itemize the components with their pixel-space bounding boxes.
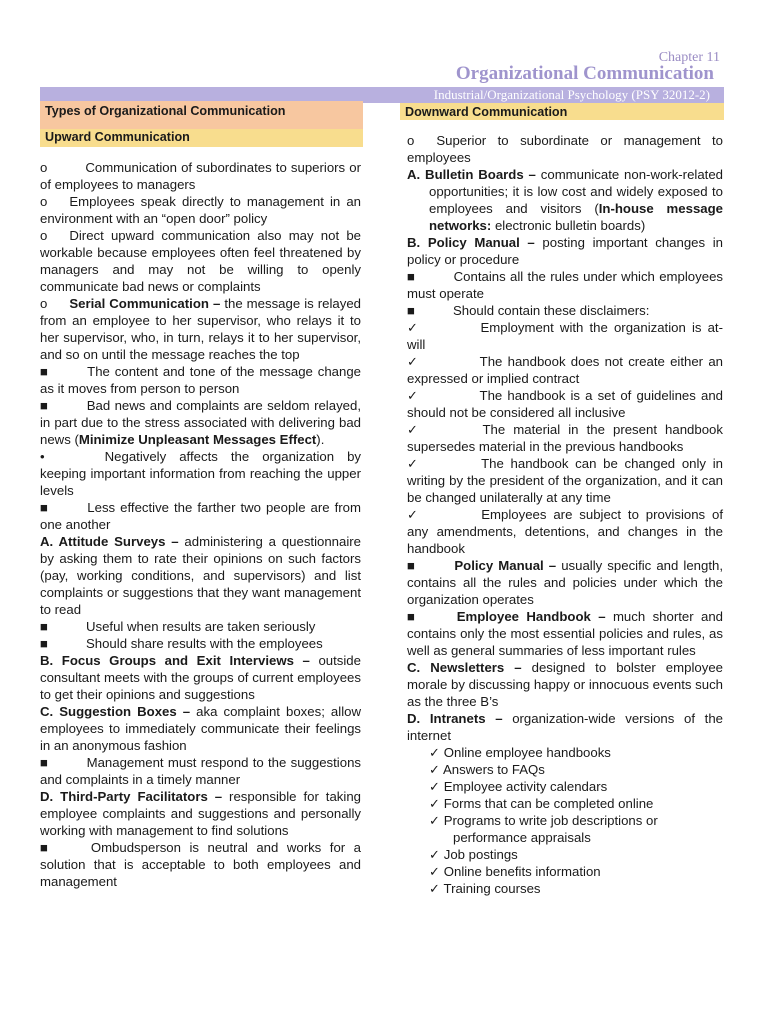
intranet-item: ✓ Online employee handbooks [429, 745, 611, 760]
intranet-item: ✓ Answers to FAQs [429, 762, 545, 777]
section-focus-groups: B. Focus Groups and Exit Interviews – outside consultant meets with the groups of current employees to get their opinions and suggestions [40, 653, 361, 702]
paragraph: ■ Employee Handbook – much shorter and contains only the most essential policies and rules, as well as general summaries of less important rules [407, 609, 723, 658]
intranet-list [407, 744, 723, 897]
section-third-party: D. Third-Party Facilitators – responsible for taking employee complaints and suggestions and personally working with management to find solutions [40, 789, 361, 838]
section-suggestion-boxes: C. Suggestion Boxes – aka complaint boxes; allow employees to immediately communicate their feelings in an anonymous fashion [40, 704, 361, 753]
paragraph: ■ Should share results with the employees [40, 636, 323, 651]
paragraph: ■ The content and tone of the message change as it moves from person to person [40, 364, 361, 396]
disclaimer-item: ✓ The handbook can be changed only in writing by the president of the organization, and it can be changed unilaterally at any time [407, 456, 723, 505]
paragraph: ■ Policy Manual – usually specific and length, contains all the rules and policies under which the organization operates [407, 558, 723, 607]
chapter-label: Chapter 11 [658, 50, 720, 65]
downward-heading: Downward Communication [400, 103, 724, 120]
paragraph: o Communication of subordinates to superiors or of employees to managers [40, 160, 361, 192]
right-column [407, 132, 723, 897]
disclaimer-item: ✓ The handbook does not create either an expressed or implied contract [407, 354, 723, 386]
paragraph: ■ Ombudsperson is neutral and works for a solution that is acceptable to both employees and management [40, 840, 362, 889]
section-attitude-surveys: A. Attitude Surveys – administering a questionnaire by asking them to rate their opinions on such factors (pay, working conditions, and supervisors) and list complaints or suggestions that they want management to read [40, 534, 361, 617]
paragraph: ■ Management must respond to the suggestions and complaints in a timely manner [40, 755, 361, 787]
course-label: Industrial/Organizational Psychology (PSY 32012-2) [433, 87, 710, 102]
intranet-item-continued: performance appraisals [453, 830, 591, 845]
paragraph: o Employees speak directly to management in an environment with an “open door” policy [40, 194, 361, 226]
section-bulletin-boards: A. Bulletin Boards – communicate non-work-related opportunities; it is low cost and widely exposed to employees and visitors (In-house message networks: electronic bulletin boards) [407, 167, 724, 233]
intranet-item: ✓ Online benefits information [429, 864, 601, 879]
paragraph: ■ Less effective the farther two people are from one another [40, 500, 361, 532]
intranet-item: ✓ Employee activity calendars [429, 779, 608, 794]
paragraph: o Superior to subordinate or management to employees [407, 133, 723, 165]
section-intranets: D. Intranets – organization-wide versions of the internet [407, 711, 723, 743]
paragraph: o Direct upward communication also may not be workable because employees often feel threatened by managers and may not be willing to openly communicate bad news or complaints [40, 228, 361, 294]
disclaimer-item: ✓ The material in the present handbook supersedes material in the previous handbooks [407, 422, 723, 454]
disclaimer-item: ✓ Employees are subject to provisions of any amendments, detentions, and changes in the handbook [407, 507, 723, 556]
types-heading: Types of Organizational Communication [40, 101, 363, 130]
document-title: Organizational Communication [455, 63, 714, 84]
paragraph: o Serial Communication – the message is relayed from an employee to her supervisor, who relays it to her supervisor, who, in turn, relays it to her supervisor, and so on until the message reaches the top [40, 296, 361, 362]
intranet-item: ✓ Training courses [429, 881, 541, 896]
intranet-item: ✓ Programs to write job descriptions or performance appraisals [429, 812, 723, 846]
upward-heading: Upward Communication [40, 129, 363, 147]
paragraph: • Negatively affects the organization by keeping important information from reaching the upper levels [40, 449, 361, 498]
paragraph: ■ Useful when results are taken seriously [40, 619, 316, 634]
section-newsletters: C. Newsletters – designed to bolster employee morale by discussing happy or innocuous events such as the three B’s [407, 660, 723, 709]
paragraph: ■ Contains all the rules under which employees must operate [407, 269, 723, 301]
intranet-item: ✓ Forms that can be completed online [429, 796, 654, 811]
section-policy-manual: B. Policy Manual – posting important changes in policy or procedure [407, 235, 723, 267]
paragraph: ■ Bad news and complaints are seldom relayed, in part due to the stress associated with delivering bad news (Minimize Unpleasant Messages Effect). [40, 398, 361, 447]
left-column [40, 159, 361, 890]
intranet-item: ✓ Job postings [429, 847, 518, 862]
disclaimer-item: ✓ The handbook is a set of guidelines and should not be considered all inclusive [407, 388, 723, 420]
paragraph: ■ Should contain these disclaimers: [407, 303, 650, 318]
disclaimer-item: ✓ Employment with the organization is at-will [407, 320, 723, 352]
